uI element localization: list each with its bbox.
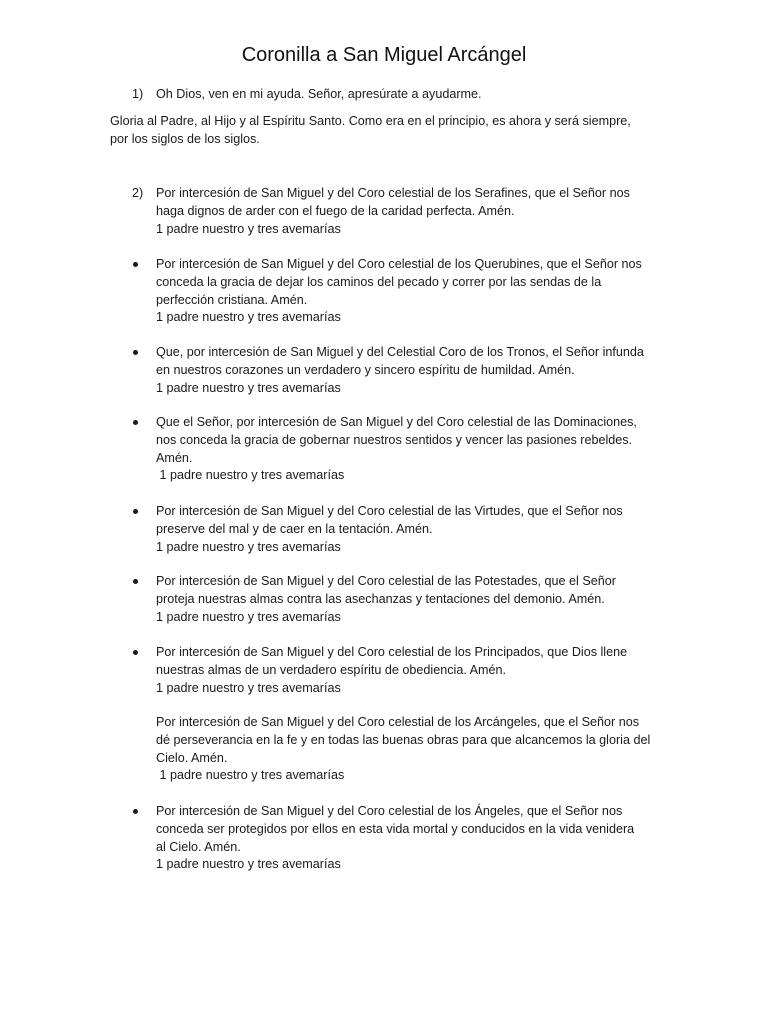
petition-line: Cielo. Amén. [156,750,228,765]
bullet-icon [133,420,138,425]
gloria-line: Gloria al Padre, al Hijo y al Espíritu Santo. Como era en el principio, es ahora y será siempre, [110,114,631,128]
petition-line: nuestras almas de un verdadero espíritu de obediencia. Amén. [156,662,507,677]
petition-line: Por intercesión de San Miguel y del Coro celestial de los Ángeles, que el Señor nos [156,804,623,818]
petition-line: proteja nuestras almas contra las asechanzas y tentaciones del demonio. Amén. [156,591,605,606]
petition-line: en nuestros corazones un verdadero y sincero espíritu de humildad. Amén. [156,362,575,377]
item-1-text [156,86,482,104]
petition-line: 1 padre nuestro y tres avemarías [156,768,345,783]
petition-querubines [156,256,642,327]
petition-line: 1 padre nuestro y tres avemarías [156,680,341,695]
petition-line: preserve del mal y de caer en la tentación. Amén. [156,521,433,536]
petition-line: Amén. [156,450,193,465]
petition-line: Que, por intercesión de San Miguel y del Celestial Coro de los Tronos, el Señor infunda [156,345,644,359]
petition-dominaciones [156,414,637,485]
item-2-marker: 2) [132,186,144,200]
petition-line: 1 padre nuestro y tres avemarías [156,468,345,483]
bullet-icon [133,350,138,355]
petition-line: perfección cristiana. Amén. [156,292,308,307]
item-2-line: Por intercesión de San Miguel y del Coro celestial de los Serafines, que el Señor nos [156,186,630,200]
gloria-line: por los siglos de los siglos. [110,131,260,146]
petition-tronos [156,344,644,397]
petition-line: Por intercesión de San Miguel y del Coro celestial de las Potestades, que el Señor [156,574,616,588]
petition-line: 1 padre nuestro y tres avemarías [156,380,341,395]
petition-line: Por intercesión de San Miguel y del Coro celestial de las Virtudes, que el Señor nos [156,504,623,518]
petition-line: al Cielo. Amén. [156,839,241,854]
petition-line: 1 padre nuestro y tres avemarías [156,609,341,624]
petition-angeles [156,803,634,874]
petition-line: Por intercesión de San Miguel y del Coro celestial de los Querubines, que el Señor nos [156,257,642,271]
item-1-marker: 1) [132,87,144,101]
petition-line: 1 padre nuestro y tres avemarías [156,310,341,325]
bullet-icon [133,262,138,267]
petition-line: Que el Señor, por intercesión de San Miguel y del Coro celestial de las Dominaciones, [156,415,637,429]
item-2-line: haga dignos de arder con el fuego de la caridad perfecta. Amén. [156,203,515,218]
petition-line: nos conceda la gracia de gobernar nuestros sentidos y vencer las pasiones rebeldes. [156,432,633,447]
petition-virtudes [156,503,623,556]
petition-potestades [156,573,616,626]
bullet-icon [133,579,138,584]
bullet-icon [133,809,138,814]
petition-line: conceda ser protegidos por ellos en esta vida mortal y conducidos en la vida venidera [156,821,635,836]
bullet-icon [133,509,138,514]
item-2-line: 1 padre nuestro y tres avemarías [156,221,341,236]
petition-line: 1 padre nuestro y tres avemarías [156,857,341,872]
petition-line: Por intercesión de San Miguel y del Coro celestial de los Principados, que Dios llene [156,645,628,659]
document-title: Coronilla a San Miguel Arcángel [241,44,527,66]
item-1-line: Oh Dios, ven en mi ayuda. Señor, apresúrate a ayudarme. [156,87,482,101]
petition-principados [156,644,627,697]
petition-line: Por intercesión de San Miguel y del Coro celestial de los Arcángeles, que el Señor nos [156,715,640,729]
petition-line: conceda la gracia de dejar los caminos del pecado y correr por las sendas de la [156,274,602,289]
gloria-paragraph [110,113,631,149]
bullet-icon [133,650,138,655]
petition-line: 1 padre nuestro y tres avemarías [156,539,341,554]
petition-arcangeles [156,714,650,785]
petition-line: dé perseverancia en la fe y en todas las buenas obras para que alcancemos la gloria del [156,732,651,747]
item-2-text [156,185,630,238]
